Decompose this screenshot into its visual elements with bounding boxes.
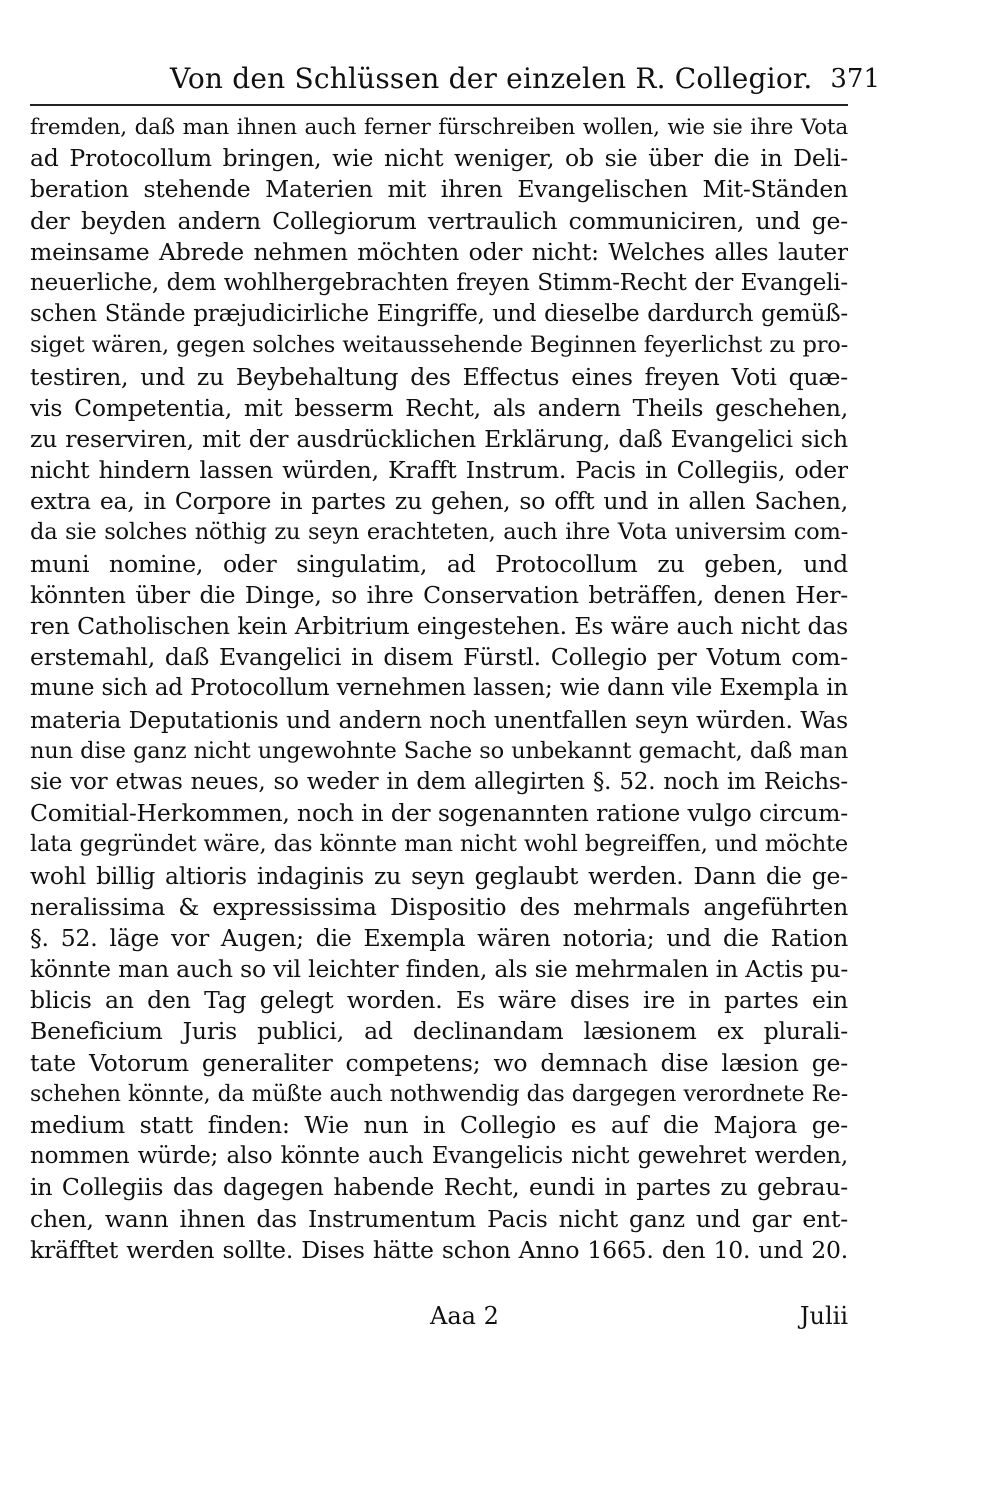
text-line: ren Catholischen kein Arbitrium eingestehen. Es wäre auch nicht das [30,612,848,640]
text-line: in Collegiis das dagegen habende Recht, eundi in partes zu gebrau- [30,1173,848,1202]
text-line: blicis an den Tag gelegt worden. Es wäre dises ire in partes ein [30,986,848,1015]
text-line: kräfftet werden sollte. Dises hätte schon Anno 1665. den 10. und 20. [30,1235,848,1264]
text-line: sie vor etwas neues, so weder in dem allegirten §. 52. noch im Reichs- [30,768,848,795]
text-line: nicht hindern lassen würden, Krafft Instrum. Pacis in Collegiis, oder [30,456,848,485]
text-line: schen Stände præjudicirliche Eingriffe, und dieselbe dardurch gemüß- [30,301,848,328]
text-line: wohl billig altioris indaginis zu seyn geglaubt werden. Dann die ge- [30,861,848,890]
text-line: materia Deputationis und andern noch unentfallen seyn würden. Was [30,705,848,734]
text-line: ad Protocollum bringen, wie nicht weniger, ob sie über die in Deli- [30,144,848,173]
body-text [30,112,848,1266]
page-footer [30,1302,848,1336]
text-line: extra ea, in Corpore in partes zu gehen, so offt und in allen Sachen, [30,487,848,516]
text-line: lata gegründet wäre, das könnte man nicht wohl begreiffen, und möchte [30,831,848,858]
text-line: könnten über die Dinge, so ihre Conservation beträffen, denen Her- [30,580,848,609]
text-line: chen, wann ihnen das Instrumentum Pacis nicht ganz und gar ent- [30,1204,848,1233]
text-line: neuerliche, dem wohlhergebrachten freyen Stimm-Recht der Evangeli- [30,269,848,296]
page-number: 371 [830,64,880,94]
header-rule [30,104,848,106]
text-line: Beneficium Juris publici, ad declinandam læsionem ex plurali- [30,1017,848,1046]
text-line: fremden, daß man ihnen auch ferner fürschreiben wollen, wie sie ihre Vota [30,115,848,140]
text-line: tate Votorum generaliter competens; wo demnach dise læsion ge- [30,1048,848,1077]
text-line: der beyden andern Collegiorum vertraulich communiciren, und ge- [30,206,848,235]
text-line: könnte man auch so vil leichter finden, als sie mehrmalen in Actis pu- [30,955,848,984]
text-line: schehen könnte, da müßte auch nothwendig das dargegen verordnete Re- [30,1081,848,1107]
running-head [170,62,880,102]
text-line: §. 52. läge vor Augen; die Exempla wären notoria; und die Ration [30,923,848,952]
text-line: beration stehende Materien mit ihren Evangelischen Mit-Ständen [30,175,848,204]
text-line: mune sich ad Protocollum vernehmen lassen; wie dann vile Exempla in [30,675,848,702]
text-line: siget wären, gegen solches weitaussehende Beginnen feyerlichst zu pro- [30,332,848,359]
text-line: da sie solches nöthig zu seyn erachteten, auch ihre Vota universim com- [30,519,848,546]
text-line: zu reserviren, mit der ausdrücklichen Erklärung, daß Evangelici sich [30,424,848,453]
text-line: nommen würde; also könnte auch Evangelicis nicht gewehret werden, [30,1143,848,1170]
text-line: testiren, und zu Beybehaltung des Effectus eines freyen Voti quæ- [30,362,848,391]
text-line: neralissima & expressissima Dispositio des mehrmals angeführten [30,892,848,921]
text-line: meinsame Abrede nehmen möchten oder nicht: Welches alles lauter [30,237,848,266]
text-line: erstemahl, daß Evangelici in disem Fürstl. Collegio per Votum com- [30,643,848,672]
text-line: medium statt finden: Wie nun in Collegio es auf die Majora ge- [30,1111,848,1139]
running-title: Von den Schlüssen der einzelen R. Collegior. [170,62,813,95]
signature-mark: Aaa 2 [430,1302,499,1330]
text-line: vis Competentia, mit besserm Recht, als andern Theils geschehen, [30,393,848,422]
catchword: Julii [799,1302,848,1330]
text-line: Comitial-Herkommen, noch in der sogenannten ratione vulgo circum- [30,799,848,828]
text-line: nun dise ganz nicht ungewohnte Sache so unbekannt gemacht, daß man [30,737,848,764]
text-line: muni nomine, oder singulatim, ad Protocollum zu geben, und [30,549,848,578]
